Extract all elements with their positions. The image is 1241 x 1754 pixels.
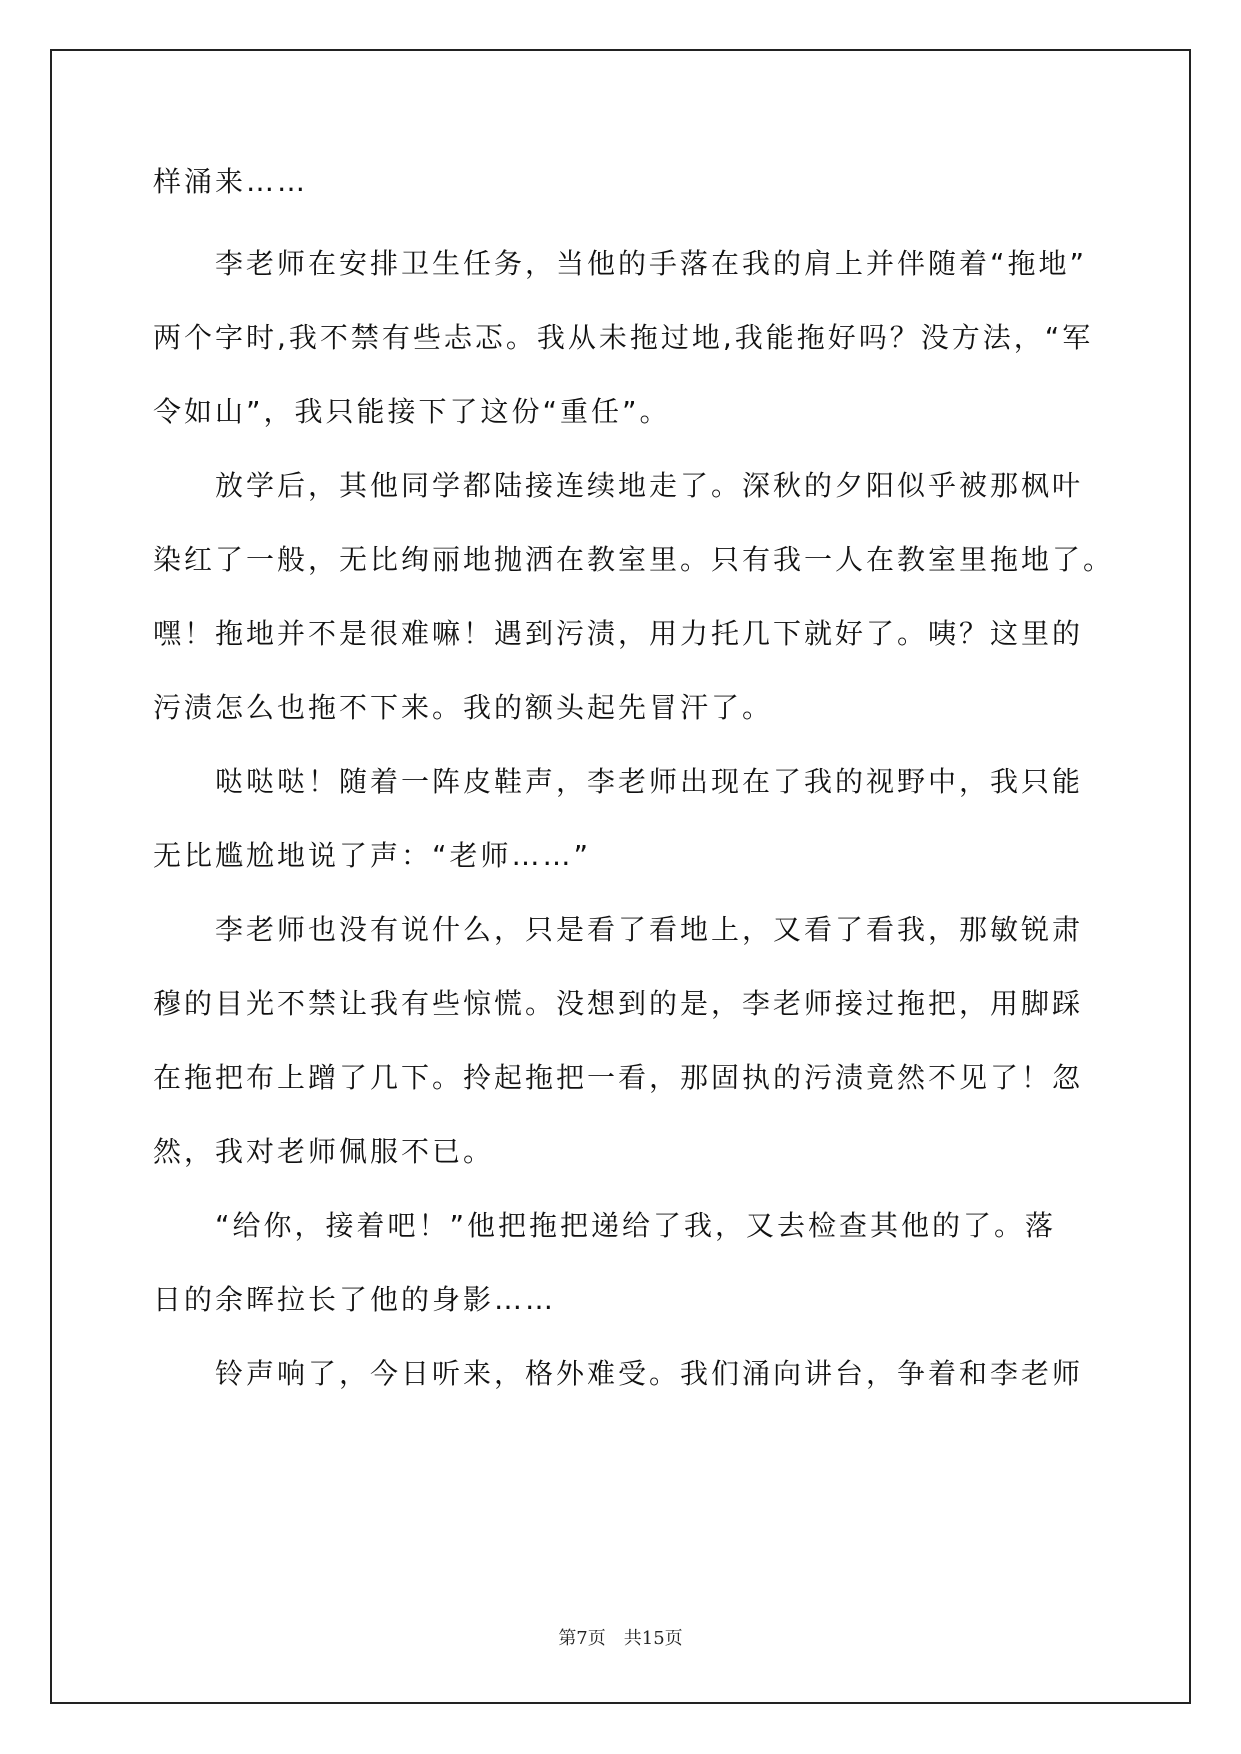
text-line: 令如山”，我只能接下了这份“重任”。 [153, 395, 671, 428]
text-line: 染红了一般，无比绚丽地抛洒在教室里。只有我一人在教室里拖地了。 [153, 543, 1115, 576]
paragraph-first-line: 铃声响了，今日听来，格外难受。我们涌向讲台，争着和李老师 [215, 1357, 1084, 1390]
text-line: 嘿！拖地并不是很难嘛！遇到污渍，用力托几下就好了。咦？这里的 [153, 617, 1084, 650]
paragraph-first-line: 哒哒哒！随着一阵皮鞋声，李老师出现在了我的视野中，我只能 [215, 765, 1084, 798]
text-line: 污渍怎么也拖不下来。我的额头起先冒汗了。 [153, 691, 774, 724]
text-line: 穆的目光不禁让我有些惊慌。没想到的是，李老师接过拖把，用脚踩 [153, 987, 1084, 1020]
text-line: 样涌来…… [153, 165, 309, 198]
paragraph-first-line: “给你，接着吧！”他把拖把递给了我，又去检查其他的了。落 [215, 1209, 1057, 1242]
page-number-footer: 第7页 共15页 [558, 1628, 683, 1649]
paragraph-first-line: 放学后，其他同学都陆接连续地走了。深秋的夕阳似乎被那枫叶 [215, 469, 1084, 502]
paragraph-first-line: 李老师在安排卫生任务，当他的手落在我的肩上并伴随着“拖地” [215, 247, 1088, 280]
text-line: 然，我对老师佩服不已。 [153, 1135, 495, 1168]
text-line: 在拖把布上蹭了几下。拎起拖把一看，那固执的污渍竟然不见了！忽 [153, 1061, 1084, 1094]
text-line: 两个字时,我不禁有些忐忑。我从未拖过地,我能拖好吗？没方法，“军 [153, 321, 1094, 354]
paragraph-first-line: 李老师也没有说什么，只是看了看地上，又看了看我，那敏锐肃 [215, 913, 1084, 946]
text-line: 日的余晖拉长了他的身影…… [153, 1283, 557, 1316]
text-line: 无比尴尬地说了声：“老师……” [153, 839, 592, 872]
